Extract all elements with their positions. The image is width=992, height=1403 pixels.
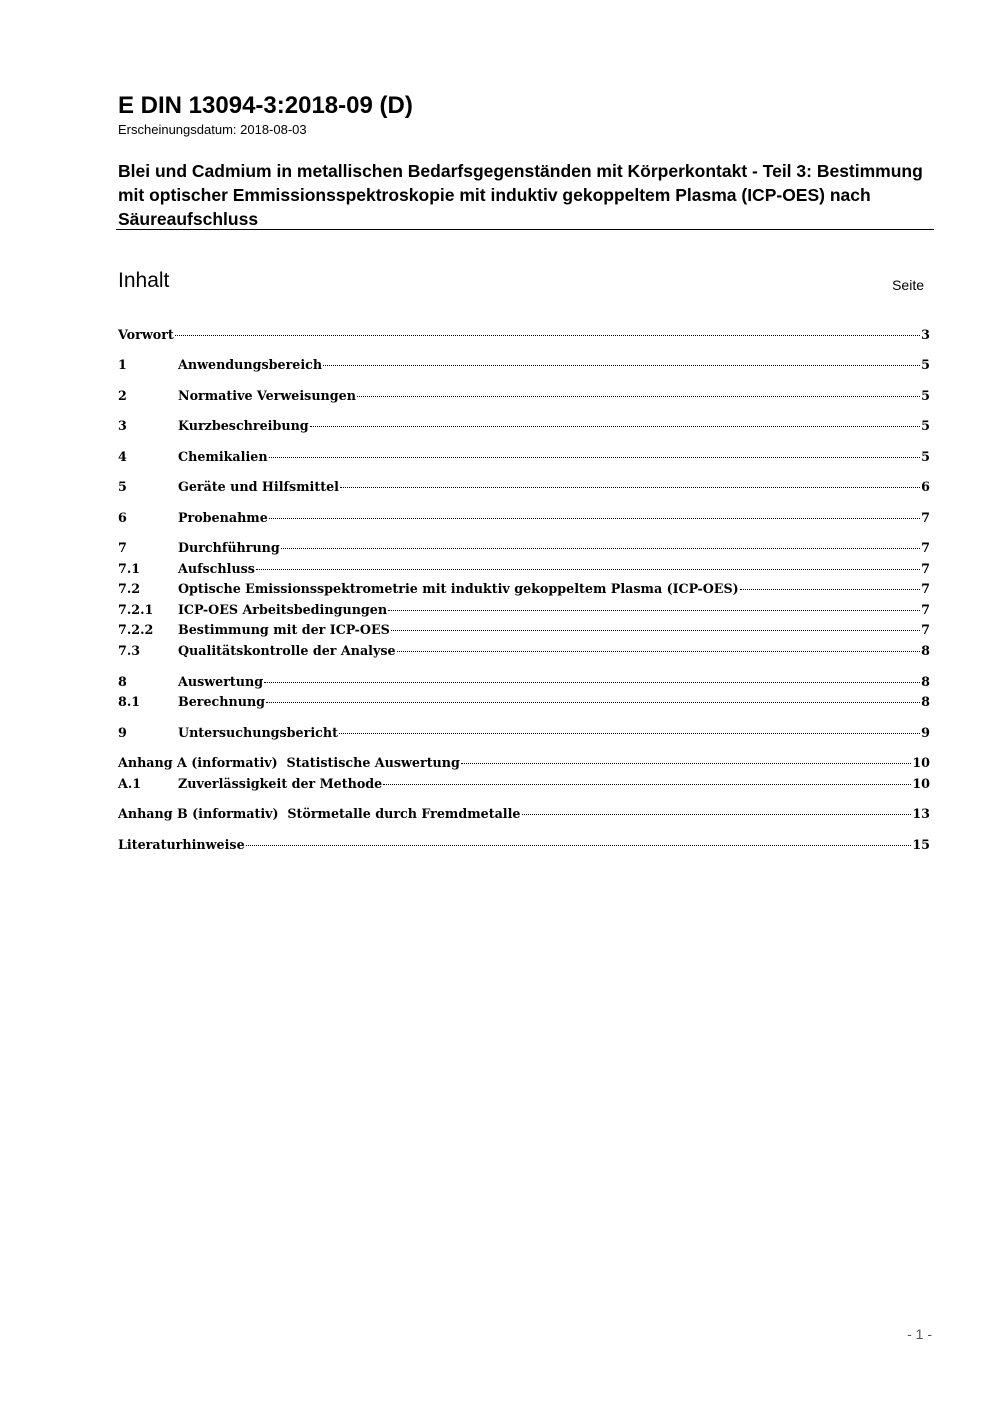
toc-entry-title: Aufschluss — [178, 561, 255, 576]
toc-dot-leader — [269, 518, 920, 519]
toc-dot-leader — [264, 682, 920, 683]
toc-entry-number: 1 — [118, 357, 127, 372]
toc-entry-page: 5 — [921, 418, 930, 433]
toc-entry-title: Chemikalien — [178, 449, 268, 464]
toc-entry-title: Vorwort — [118, 327, 174, 342]
toc-entry-page: 5 — [921, 449, 930, 464]
toc-dot-leader — [522, 814, 912, 815]
toc-entry-7-1[interactable] — [118, 559, 930, 579]
toc-entry-title: ICP-OES Arbeitsbedingungen — [178, 602, 388, 617]
toc-entry-title: Zuverlässigkeit der Methode — [178, 776, 383, 791]
toc-entry-title: Berechnung — [178, 694, 266, 709]
toc-entry-number: 5 — [118, 479, 127, 494]
toc-entry-page: 9 — [921, 725, 930, 740]
toc-entry-4[interactable] — [118, 447, 930, 467]
toc-entry-page: 5 — [921, 357, 930, 372]
toc-entry-page: 7 — [921, 581, 930, 596]
toc-entry-7[interactable] — [118, 538, 930, 558]
toc-dot-leader — [397, 651, 921, 652]
toc-dot-leader — [740, 589, 921, 590]
toc-dot-leader — [269, 457, 921, 458]
toc-dot-leader — [310, 426, 921, 427]
toc-entry-number: 7.2 — [118, 581, 141, 596]
publication-date: Erscheinungsdatum: 2018-08-03 — [118, 122, 307, 137]
toc-dot-leader — [323, 365, 920, 366]
document-id: E DIN 13094-3:2018-09 (D) — [118, 92, 413, 119]
toc-entry-title: Bestimmung mit der ICP-OES — [178, 622, 390, 637]
toc-page-column-label: Seite — [892, 277, 924, 293]
toc-entry-page: 5 — [921, 388, 930, 403]
document-title: Blei und Cadmium in metallischen Bedarfsgegenständen mit Körperkontakt - Teil 3: Bestimmung mit optischer Emmissionsspektroskopie mit induktiv gekoppeltem Plasma (ICP-OES) nach Säureaufschluss — [118, 161, 923, 229]
toc-dot-leader — [383, 784, 911, 785]
toc-entry-7-3[interactable] — [118, 641, 930, 661]
toc-entry-page: 7 — [921, 602, 930, 617]
toc-entry-title: Qualitätskontrolle der Analyse — [178, 643, 396, 658]
toc-entry-title: Anhang A (informativ) Statistische Auswertung — [118, 755, 460, 770]
toc-entry-page: 10 — [912, 755, 930, 770]
toc-entry-7-2[interactable] — [118, 579, 930, 599]
toc-entry-number: 7.2.1 — [118, 602, 154, 617]
toc-entry-title: Untersuchungsbericht — [178, 725, 338, 740]
toc-entry-1[interactable] — [118, 355, 930, 375]
toc-entry-7-2-1[interactable] — [118, 600, 930, 620]
toc-entry-8-1[interactable] — [118, 692, 930, 712]
toc-entry-page: 7 — [921, 510, 930, 525]
toc-entry-number: 6 — [118, 510, 127, 525]
toc-entry-title: Anwendungsbereich — [178, 357, 323, 372]
toc-entry-annex-a[interactable] — [118, 753, 930, 773]
toc-dot-leader — [340, 487, 920, 488]
toc-entry-page: 13 — [912, 806, 930, 821]
toc-entry-title: Literaturhinweise — [118, 837, 245, 852]
toc-entry-title: Kurzbeschreibung — [178, 418, 309, 433]
toc-entry-page: 15 — [912, 837, 930, 852]
toc-entry-title: Normative Verweisungen — [178, 388, 356, 403]
toc-entry-title: Geräte und Hilfsmittel — [178, 479, 339, 494]
toc-dot-leader — [391, 630, 920, 631]
toc-entry-page: 7 — [921, 540, 930, 555]
toc-dot-leader — [461, 763, 911, 764]
toc-entry-5[interactable] — [118, 477, 930, 497]
toc-dot-leader — [388, 610, 920, 611]
toc-heading: Inhalt — [118, 269, 170, 292]
toc-entry-9[interactable] — [118, 723, 930, 743]
page-number: - 1 - — [907, 1326, 932, 1342]
toc-entry-number: 7.1 — [118, 561, 141, 576]
toc-entry-title: Anhang B (informativ) Störmetalle durch Fremdmetalle — [118, 806, 521, 821]
toc-entry-page: 3 — [921, 327, 930, 342]
title-divider — [116, 229, 934, 230]
toc-dot-leader — [246, 845, 912, 846]
toc-entry-7-2-2[interactable] — [118, 620, 930, 640]
toc-entry-number: 3 — [118, 418, 127, 433]
toc-entry-literaturhinweise[interactable] — [118, 835, 930, 855]
toc-entry-a-1[interactable] — [118, 774, 930, 794]
toc-entry-title: Auswertung — [178, 674, 264, 689]
toc-dot-leader — [281, 548, 920, 549]
toc-entry-number: A.1 — [118, 776, 142, 791]
toc-entry-title: Durchführung — [178, 540, 280, 555]
toc-entry-number: 7 — [118, 540, 127, 555]
toc-entry-title: Probenahme — [178, 510, 268, 525]
toc-entry-number: 2 — [118, 388, 127, 403]
toc-entry-title: Optische Emissionsspektrometrie mit induktiv gekoppeltem Plasma (ICP-OES) — [178, 581, 739, 596]
toc-entry-8[interactable] — [118, 672, 930, 692]
toc-dot-leader — [266, 702, 920, 703]
toc-entry-page: 8 — [921, 674, 930, 689]
toc-entry-page: 6 — [921, 479, 930, 494]
toc-dot-leader — [357, 396, 920, 397]
toc-entry-number: 7.3 — [118, 643, 141, 658]
toc-dot-leader — [175, 335, 920, 336]
toc-entry-annex-b[interactable] — [118, 804, 930, 824]
toc-entry-2[interactable] — [118, 386, 930, 406]
toc-dot-leader — [256, 569, 920, 570]
toc-entry-3[interactable] — [118, 416, 930, 436]
toc-entry-number: 4 — [118, 449, 127, 464]
toc-entry-vorwort[interactable] — [118, 325, 930, 345]
toc-entry-number: 9 — [118, 725, 127, 740]
toc-entry-number: 8 — [118, 674, 127, 689]
toc-entry-number: 8.1 — [118, 694, 141, 709]
toc-entry-page: 8 — [921, 643, 930, 658]
toc-entry-page: 7 — [921, 561, 930, 576]
toc-entry-page: 7 — [921, 622, 930, 637]
toc-entry-number: 7.2.2 — [118, 622, 154, 637]
toc-entry-6[interactable] — [118, 508, 930, 528]
toc-entry-page: 10 — [912, 776, 930, 791]
toc-dot-leader — [339, 733, 920, 734]
toc-entry-page: 8 — [921, 694, 930, 709]
